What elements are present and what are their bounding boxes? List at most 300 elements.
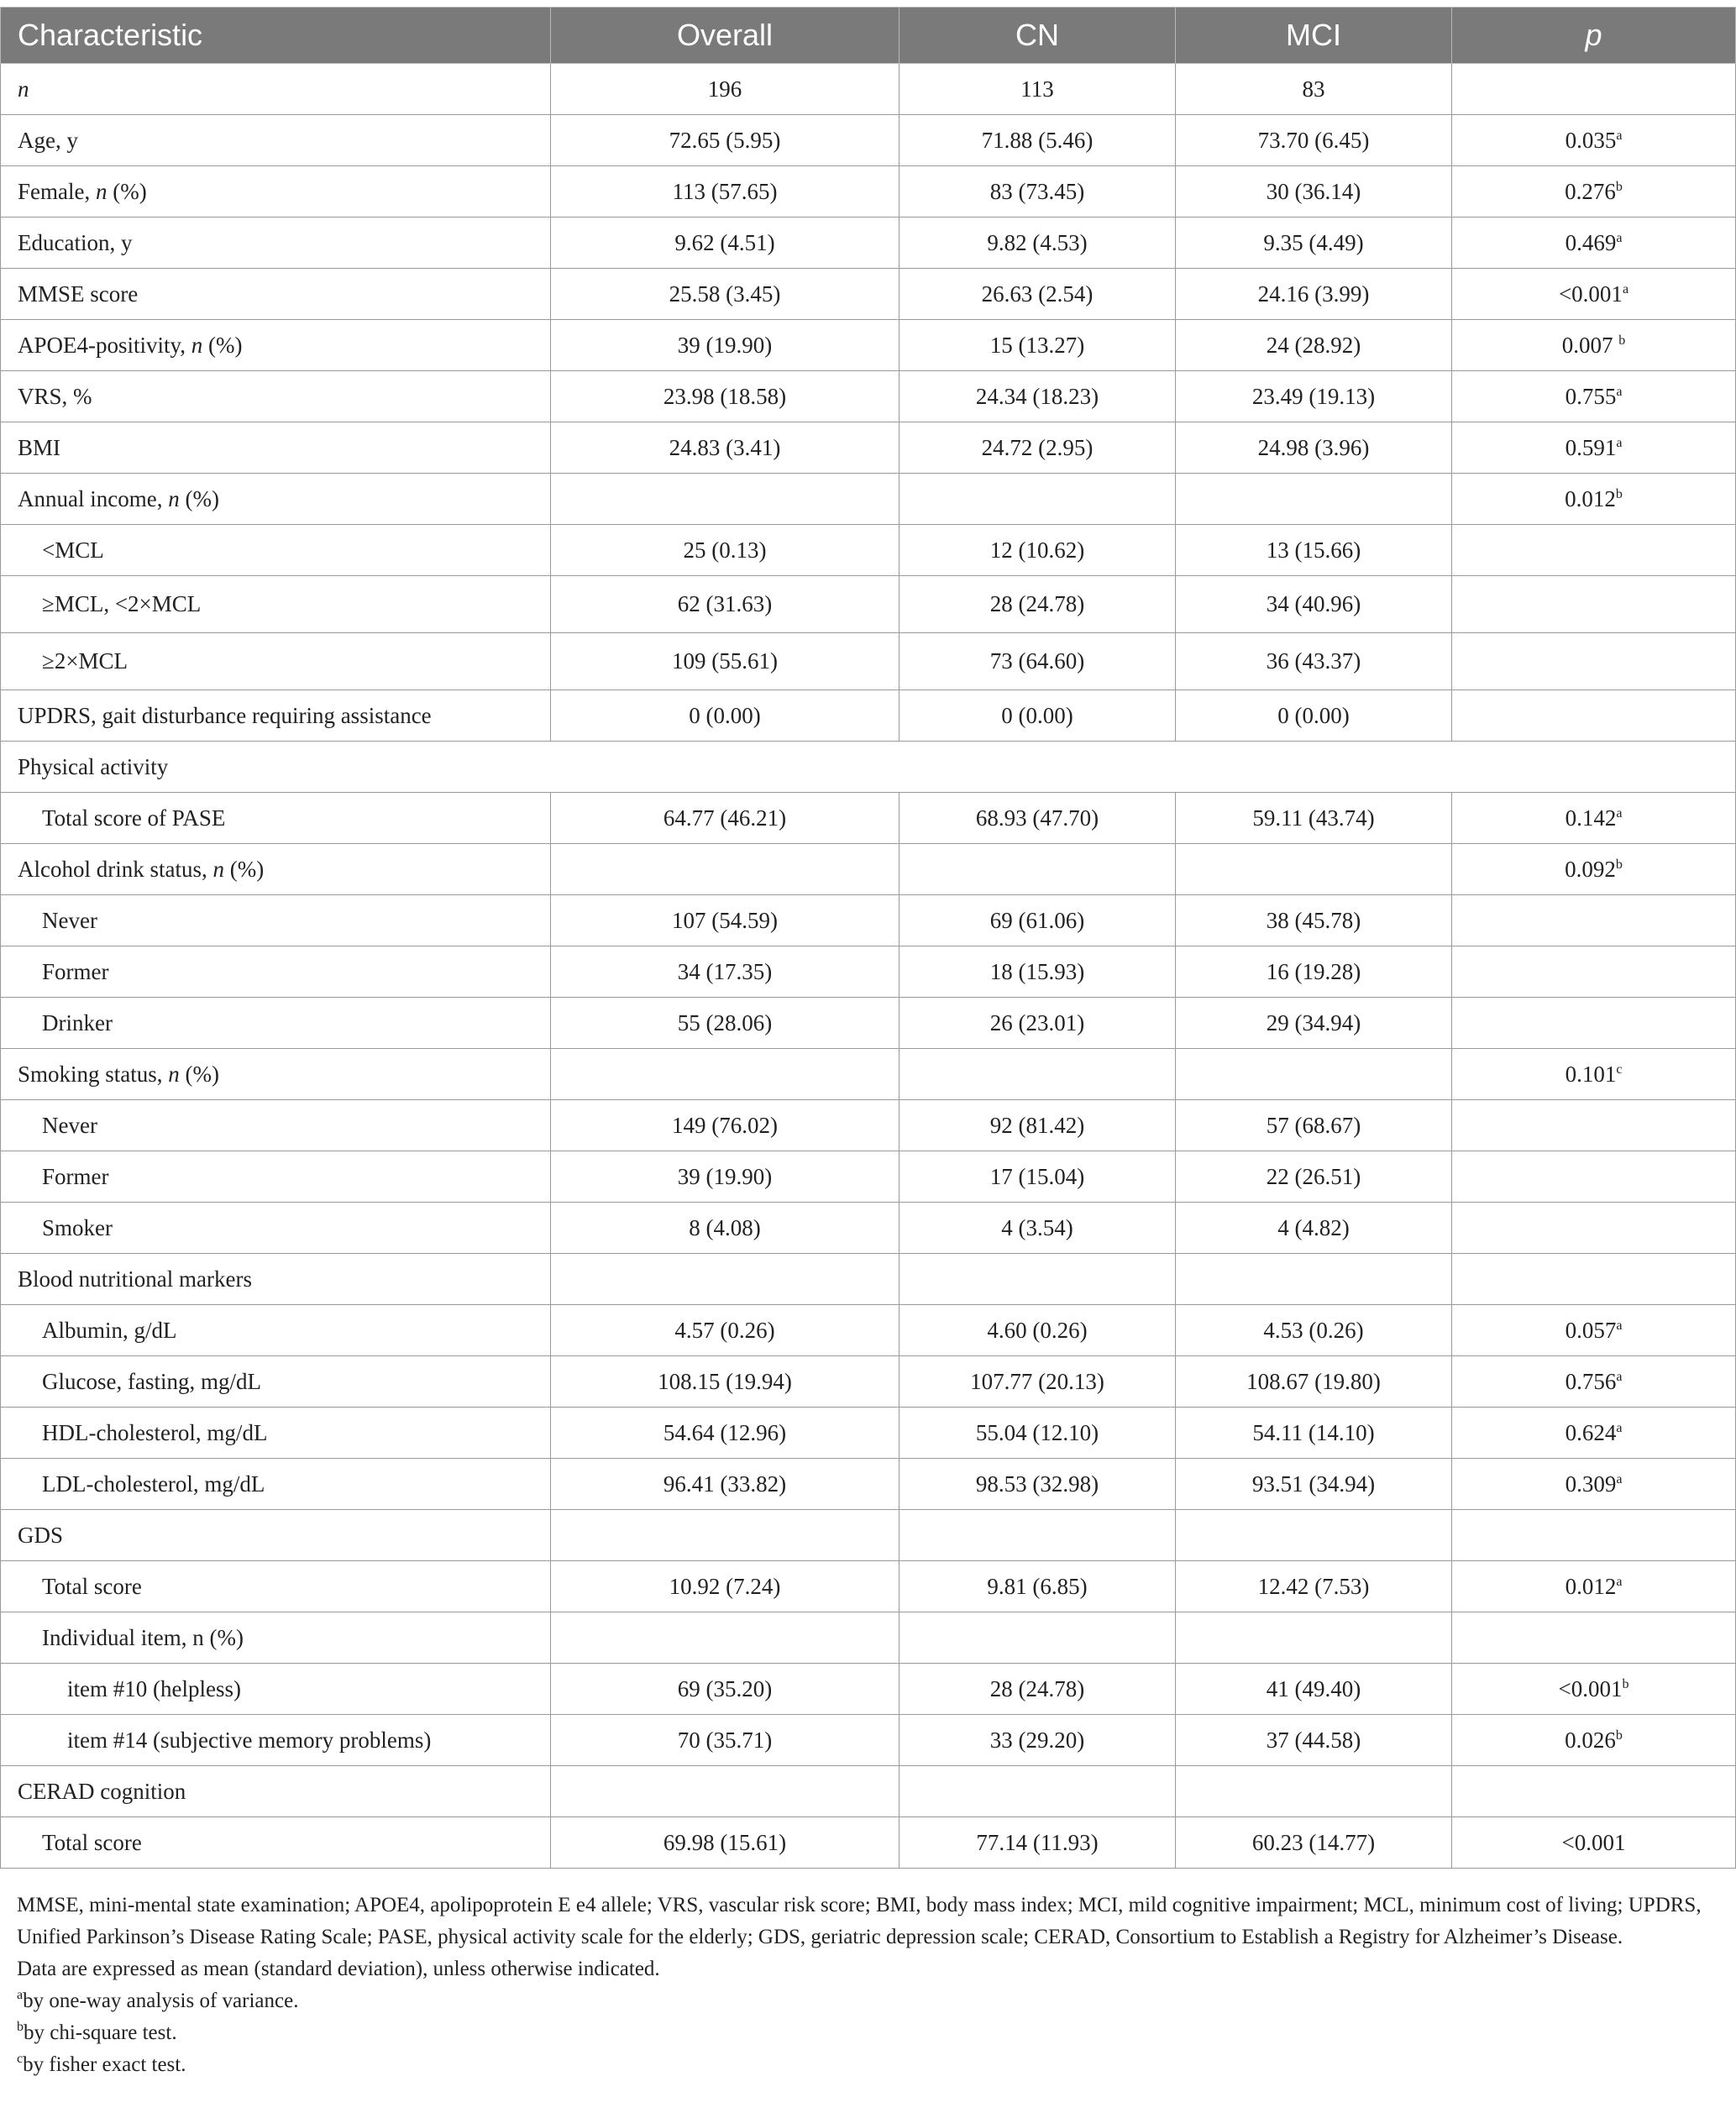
row-label (1, 576, 551, 633)
p-value-text: <0.001 (1558, 1675, 1623, 1701)
cell-p-value (1452, 269, 1736, 320)
p-value-text: 0.012 (1565, 485, 1616, 511)
cell-overall: 109 (55.61) (551, 633, 899, 690)
cell-cn: 68.93 (47.70) (899, 793, 1176, 844)
cell-mci (1176, 844, 1452, 895)
row-label-text: UPDRS, gait disturbance requiring assistance (18, 702, 432, 728)
p-value-footnote-mark: b (1622, 1676, 1629, 1691)
p-value-footnote-mark: a (1616, 1420, 1623, 1435)
cell-overall: 23.98 (18.58) (551, 371, 899, 422)
cell-mci: 24.98 (3.96) (1176, 422, 1452, 474)
cell-p-value (1452, 1254, 1736, 1305)
row-label-italic: n (168, 485, 180, 511)
table-row (1, 895, 1736, 946)
cell-mci: 57 (68.67) (1176, 1100, 1452, 1151)
p-value-footnote-mark: c (1616, 1062, 1623, 1077)
row-label-text: Former (42, 1163, 109, 1189)
table-row (1, 1049, 1736, 1100)
cell-overall (551, 1049, 899, 1100)
row-label-text: Physical activity (18, 753, 169, 779)
characteristics-table (0, 7, 1736, 1869)
row-label-text: Age, y (18, 127, 78, 153)
cell-p-value (1452, 1100, 1736, 1151)
row-label-text: Total score of PASE (42, 805, 226, 831)
table-row (1, 320, 1736, 371)
cell-overall: 39 (19.90) (551, 320, 899, 371)
cell-cn: 92 (81.42) (899, 1100, 1176, 1151)
row-label-text: Never (42, 1112, 97, 1138)
row-label-text: Drinker (42, 1009, 113, 1035)
cell-mci: 34 (40.96) (1176, 576, 1452, 633)
cell-overall: 196 (551, 64, 899, 115)
p-value-footnote-mark: a (1616, 1318, 1623, 1333)
cell-cn: 69 (61.06) (899, 895, 1176, 946)
cell-cn (899, 844, 1176, 895)
cell-overall: 108.15 (19.94) (551, 1356, 899, 1408)
cell-overall: 24.83 (3.41) (551, 422, 899, 474)
cell-cn: 107.77 (20.13) (899, 1356, 1176, 1408)
row-label-suffix: (%) (107, 178, 147, 204)
cell-cn: 55.04 (12.10) (899, 1408, 1176, 1459)
p-value-footnote-mark: a (1616, 128, 1623, 143)
table-row (1, 1766, 1736, 1817)
row-label-text: HDL-cholesterol, mg/dL (42, 1419, 268, 1445)
p-value-text: 0.057 (1565, 1317, 1617, 1343)
table-row (1, 1510, 1736, 1561)
abbreviations-note: MMSE, mini-mental state examination; APOE4, apolipoprotein E e4 allele; VRS, vascular risk score; BMI, body mass index; MCI, mild cognitive impairment; MCL, minimum cost of living; UPDRS, Unified Parkinson’s Disease Rating Scale; PASE, physical activity scale for the elderly; GDS, geriatric depression scale; CERAD, Consortium to Establish a Registry for Alzheimer’s Disease. (17, 1894, 1702, 1948)
row-label-text: Alcohol drink status, (18, 856, 213, 882)
cell-mci: 38 (45.78) (1176, 895, 1452, 946)
row-label-text: MMSE score (18, 280, 139, 307)
p-value-text: 0.142 (1565, 805, 1617, 831)
table-row (1, 1356, 1736, 1408)
row-label-italic: n (95, 178, 108, 204)
characteristics-table-container (0, 7, 1735, 1869)
table-row (1, 742, 1736, 793)
cell-p-value (1452, 422, 1736, 474)
cell-overall: 70 (35.71) (551, 1715, 899, 1766)
footnote-text: by chi-square test. (24, 2021, 177, 2044)
row-label (1, 166, 551, 218)
footnote-item (17, 2017, 1722, 2049)
cell-mci (1176, 1612, 1452, 1664)
cell-p-value (1452, 320, 1736, 371)
p-value-footnote-mark: a (1616, 384, 1623, 399)
cell-overall (551, 1766, 899, 1817)
cell-p-value (1452, 1817, 1736, 1869)
cell-cn: 83 (73.45) (899, 166, 1176, 218)
cell-mci (1176, 1510, 1452, 1561)
table-row (1, 218, 1736, 269)
cell-p-value (1452, 844, 1736, 895)
footnote-item (17, 2049, 1722, 2081)
cell-p-value (1452, 1305, 1736, 1356)
table-row (1, 1305, 1736, 1356)
cell-mci: 30 (36.14) (1176, 166, 1452, 218)
row-label (1, 64, 551, 115)
row-label (1, 1766, 551, 1817)
row-label (1, 422, 551, 474)
row-label (1, 690, 551, 742)
cell-overall (551, 1510, 899, 1561)
row-label (1, 895, 551, 946)
table-row (1, 946, 1736, 998)
row-label (1, 1049, 551, 1100)
cell-p-value (1452, 1049, 1736, 1100)
cell-p-value (1452, 1664, 1736, 1715)
row-label-text: ≥2×MCL (42, 648, 128, 674)
cell-cn (899, 1254, 1176, 1305)
p-value-text: 0.101 (1565, 1061, 1617, 1087)
table-row (1, 1817, 1736, 1869)
cell-p-value (1452, 576, 1736, 633)
cell-mci: 29 (34.94) (1176, 998, 1452, 1049)
cell-mci (1176, 474, 1452, 525)
cell-mci: 37 (44.58) (1176, 1715, 1452, 1766)
table-row (1, 525, 1736, 576)
p-value-footnote-mark: b (1615, 486, 1623, 501)
p-value-footnote-mark: a (1616, 805, 1623, 820)
p-value-footnote-mark: a (1616, 435, 1623, 450)
cell-mci: 59.11 (43.74) (1176, 793, 1452, 844)
cell-mci: 60.23 (14.77) (1176, 1817, 1452, 1869)
table-body (1, 64, 1736, 1869)
row-label-text: Total score (42, 1829, 142, 1855)
cell-mci: 22 (26.51) (1176, 1151, 1452, 1203)
cell-p-value (1452, 115, 1736, 166)
cell-overall: 9.62 (4.51) (551, 218, 899, 269)
cell-p-value (1452, 474, 1736, 525)
cell-p-value (1452, 998, 1736, 1049)
row-label (1, 633, 551, 690)
cell-p-value (1452, 793, 1736, 844)
cell-overall: 8 (4.08) (551, 1203, 899, 1254)
cell-cn: 9.81 (6.85) (899, 1561, 1176, 1612)
cell-mci: 4 (4.82) (1176, 1203, 1452, 1254)
cell-p-value (1452, 1151, 1736, 1203)
row-label (1, 1254, 551, 1305)
table-row (1, 633, 1736, 690)
table-row (1, 1612, 1736, 1664)
table-row (1, 474, 1736, 525)
cell-cn: 17 (15.04) (899, 1151, 1176, 1203)
row-label-text: n (18, 76, 29, 102)
cell-cn: 12 (10.62) (899, 525, 1176, 576)
cell-cn: 113 (899, 64, 1176, 115)
cell-p-value (1452, 895, 1736, 946)
cell-cn (899, 1049, 1176, 1100)
table-footnotes (17, 1890, 1722, 2081)
row-label (1, 1561, 551, 1612)
cell-mci: 13 (15.66) (1176, 525, 1452, 576)
footnote-mark: a (17, 1988, 24, 2002)
row-label-text: item #14 (subjective memory problems) (67, 1727, 432, 1753)
table-row (1, 269, 1736, 320)
cell-mci: 93.51 (34.94) (1176, 1459, 1452, 1510)
cell-mci (1176, 1049, 1452, 1100)
row-label (1, 1510, 551, 1561)
table-row (1, 115, 1736, 166)
cell-overall: 107 (54.59) (551, 895, 899, 946)
table-row (1, 1408, 1736, 1459)
cell-cn: 26 (23.01) (899, 998, 1176, 1049)
row-label-text: APOE4-positivity, (18, 332, 191, 358)
p-value-text: 0.591 (1565, 434, 1617, 460)
table-row (1, 690, 1736, 742)
cell-overall (551, 844, 899, 895)
p-value-footnote-mark: b (1618, 333, 1626, 348)
row-label-text: CERAD cognition (18, 1778, 186, 1804)
cell-cn (899, 1612, 1176, 1664)
row-label-text: item #10 (helpless) (67, 1675, 241, 1701)
cell-mci: 23.49 (19.13) (1176, 371, 1452, 422)
row-label (1, 1305, 551, 1356)
row-label (1, 793, 551, 844)
cell-overall: 54.64 (12.96) (551, 1408, 899, 1459)
cell-overall: 34 (17.35) (551, 946, 899, 998)
table-row (1, 1715, 1736, 1766)
cell-cn: 71.88 (5.46) (899, 115, 1176, 166)
row-label-text: Smoker (42, 1214, 113, 1240)
cell-cn: 26.63 (2.54) (899, 269, 1176, 320)
row-label-text: Glucose, fasting, mg/dL (42, 1368, 261, 1394)
table-row (1, 844, 1736, 895)
cell-p-value (1452, 1612, 1736, 1664)
cell-overall: 64.77 (46.21) (551, 793, 899, 844)
row-label (1, 371, 551, 422)
row-label-italic: n (168, 1061, 180, 1087)
row-label (1, 1151, 551, 1203)
cell-cn: 28 (24.78) (899, 1664, 1176, 1715)
row-label (1, 115, 551, 166)
cell-overall: 96.41 (33.82) (551, 1459, 899, 1510)
cell-mci: 24.16 (3.99) (1176, 269, 1452, 320)
row-label (1, 1612, 551, 1664)
cell-overall (551, 1612, 899, 1664)
row-label-suffix: (%) (179, 1061, 220, 1087)
cell-p-value (1452, 1408, 1736, 1459)
cell-mci: 16 (19.28) (1176, 946, 1452, 998)
row-label (1, 1664, 551, 1715)
p-value-text: 0.755 (1565, 383, 1617, 409)
row-label (1, 1459, 551, 1510)
row-label (1, 844, 551, 895)
row-label-text: LDL-cholesterol, mg/dL (42, 1471, 265, 1497)
p-value-text: 0.007 (1561, 332, 1619, 358)
row-label (1, 1356, 551, 1408)
cell-p-value (1452, 1510, 1736, 1561)
table-row (1, 371, 1736, 422)
row-label (1, 742, 1736, 793)
cell-p-value (1452, 1459, 1736, 1510)
cell-mci: 41 (49.40) (1176, 1664, 1452, 1715)
table-row (1, 1459, 1736, 1510)
header-cn: CN (899, 8, 1176, 64)
expression-note: Data are expressed as mean (standard deviation), unless otherwise indicated. (17, 1958, 660, 1980)
cell-p-value (1452, 166, 1736, 218)
cell-cn: 24.72 (2.95) (899, 422, 1176, 474)
row-label-text: Individual item, n (%) (42, 1624, 244, 1650)
cell-mci: 108.67 (19.80) (1176, 1356, 1452, 1408)
cell-overall: 69.98 (15.61) (551, 1817, 899, 1869)
cell-mci: 9.35 (4.49) (1176, 218, 1452, 269)
p-value-text: 0.035 (1565, 127, 1617, 153)
footnote-mark: c (17, 2052, 24, 2066)
p-value-text: 0.309 (1565, 1471, 1617, 1497)
cell-p-value (1452, 690, 1736, 742)
cell-p-value (1452, 1766, 1736, 1817)
row-label (1, 320, 551, 371)
cell-overall: 25 (0.13) (551, 525, 899, 576)
cell-p-value (1452, 218, 1736, 269)
cell-overall: 72.65 (5.95) (551, 115, 899, 166)
cell-p-value (1452, 1715, 1736, 1766)
row-label-italic: n (212, 856, 224, 882)
cell-p-value (1452, 946, 1736, 998)
row-label-suffix: (%) (202, 332, 243, 358)
footnote-item (17, 1985, 1722, 2017)
p-value-footnote-mark: a (1616, 230, 1623, 245)
row-label (1, 1408, 551, 1459)
cell-p-value (1452, 371, 1736, 422)
cell-mci: 4.53 (0.26) (1176, 1305, 1452, 1356)
cell-mci: 54.11 (14.10) (1176, 1408, 1452, 1459)
row-label-text: Albumin, g/dL (42, 1317, 177, 1343)
cell-mci: 12.42 (7.53) (1176, 1561, 1452, 1612)
p-value-text: 0.756 (1565, 1368, 1617, 1394)
cell-cn: 28 (24.78) (899, 576, 1176, 633)
cell-cn: 98.53 (32.98) (899, 1459, 1176, 1510)
cell-overall: 149 (76.02) (551, 1100, 899, 1151)
row-label-text: VRS, % (18, 383, 92, 409)
row-label-suffix: (%) (223, 856, 265, 882)
header-overall: Overall (551, 8, 899, 64)
cell-overall: 10.92 (7.24) (551, 1561, 899, 1612)
table-row (1, 576, 1736, 633)
cell-cn: 33 (29.20) (899, 1715, 1176, 1766)
cell-overall: 4.57 (0.26) (551, 1305, 899, 1356)
cell-mci (1176, 1254, 1452, 1305)
cell-overall: 39 (19.90) (551, 1151, 899, 1203)
row-label (1, 269, 551, 320)
table-row (1, 1664, 1736, 1715)
header-mci: MCI (1176, 8, 1452, 64)
cell-cn: 0 (0.00) (899, 690, 1176, 742)
p-value-footnote-mark: b (1615, 1727, 1623, 1743)
cell-overall (551, 474, 899, 525)
p-value-text: 0.012 (1565, 1573, 1617, 1599)
cell-mci: 73.70 (6.45) (1176, 115, 1452, 166)
row-label (1, 946, 551, 998)
cell-cn: 77.14 (11.93) (899, 1817, 1176, 1869)
row-label (1, 474, 551, 525)
row-label-text: Female, (18, 178, 96, 204)
row-label-text: GDS (18, 1522, 64, 1548)
cell-overall: 0 (0.00) (551, 690, 899, 742)
row-label-text: Smoking status, (18, 1061, 169, 1087)
table-row (1, 998, 1736, 1049)
table-row (1, 793, 1736, 844)
row-label-text: Total score (42, 1573, 142, 1599)
p-value-text: <0.001 (1561, 1829, 1626, 1855)
p-value-footnote-mark: a (1616, 1369, 1623, 1384)
row-label (1, 218, 551, 269)
cell-cn: 73 (64.60) (899, 633, 1176, 690)
table-row (1, 1561, 1736, 1612)
cell-p-value (1452, 1561, 1736, 1612)
row-label (1, 1715, 551, 1766)
row-label-suffix: (%) (179, 485, 219, 511)
p-value-text: 0.469 (1565, 229, 1617, 255)
row-label (1, 1817, 551, 1869)
header-characteristic: Characteristic (1, 8, 551, 64)
cell-overall (551, 1254, 899, 1305)
cell-cn: 4 (3.54) (899, 1203, 1176, 1254)
cell-overall: 25.58 (3.45) (551, 269, 899, 320)
cell-mci: 0 (0.00) (1176, 690, 1452, 742)
table-row (1, 166, 1736, 218)
cell-mci: 36 (43.37) (1176, 633, 1452, 690)
cell-cn: 4.60 (0.26) (899, 1305, 1176, 1356)
row-label (1, 998, 551, 1049)
cell-p-value (1452, 64, 1736, 115)
row-label (1, 1203, 551, 1254)
cell-cn: 15 (13.27) (899, 320, 1176, 371)
p-value-footnote-mark: b (1615, 857, 1623, 872)
cell-overall: 113 (57.65) (551, 166, 899, 218)
table-row (1, 422, 1736, 474)
table-header-row (1, 8, 1736, 64)
table-row (1, 1151, 1736, 1203)
cell-cn: 24.34 (18.23) (899, 371, 1176, 422)
p-value-text: 0.026 (1565, 1727, 1616, 1753)
row-label (1, 1100, 551, 1151)
p-value-footnote-mark: a (1622, 281, 1629, 296)
row-label-text: Never (42, 907, 97, 933)
row-label-text: Education, y (18, 229, 133, 255)
cell-overall: 55 (28.06) (551, 998, 899, 1049)
p-value-text: <0.001 (1558, 280, 1623, 307)
table-row (1, 1254, 1736, 1305)
row-label-text: Blood nutritional markers (18, 1266, 252, 1292)
row-label-text: Former (42, 958, 109, 984)
cell-mci: 83 (1176, 64, 1452, 115)
cell-p-value (1452, 633, 1736, 690)
cell-cn (899, 474, 1176, 525)
cell-mci (1176, 1766, 1452, 1817)
p-value-footnote-mark: a (1616, 1471, 1623, 1486)
row-label-text: Annual income, (18, 485, 169, 511)
table-row (1, 64, 1736, 115)
p-value-text: 0.276 (1565, 178, 1616, 204)
table-row (1, 1203, 1736, 1254)
footnote-text: by fisher exact test. (23, 2053, 186, 2076)
cell-cn: 18 (15.93) (899, 946, 1176, 998)
cell-overall: 69 (35.20) (551, 1664, 899, 1715)
p-value-footnote-mark: b (1615, 179, 1623, 194)
cell-overall: 62 (31.63) (551, 576, 899, 633)
cell-p-value (1452, 1203, 1736, 1254)
cell-p-value (1452, 1356, 1736, 1408)
cell-p-value (1452, 525, 1736, 576)
p-value-text: 0.092 (1565, 856, 1616, 882)
cell-mci: 24 (28.92) (1176, 320, 1452, 371)
row-label-text: ≥MCL, <2×MCL (42, 591, 202, 616)
footnote-mark: b (17, 2020, 24, 2034)
header-p: p (1452, 8, 1736, 64)
p-value-text: 0.624 (1565, 1419, 1617, 1445)
footnote-list (17, 1985, 1722, 2081)
